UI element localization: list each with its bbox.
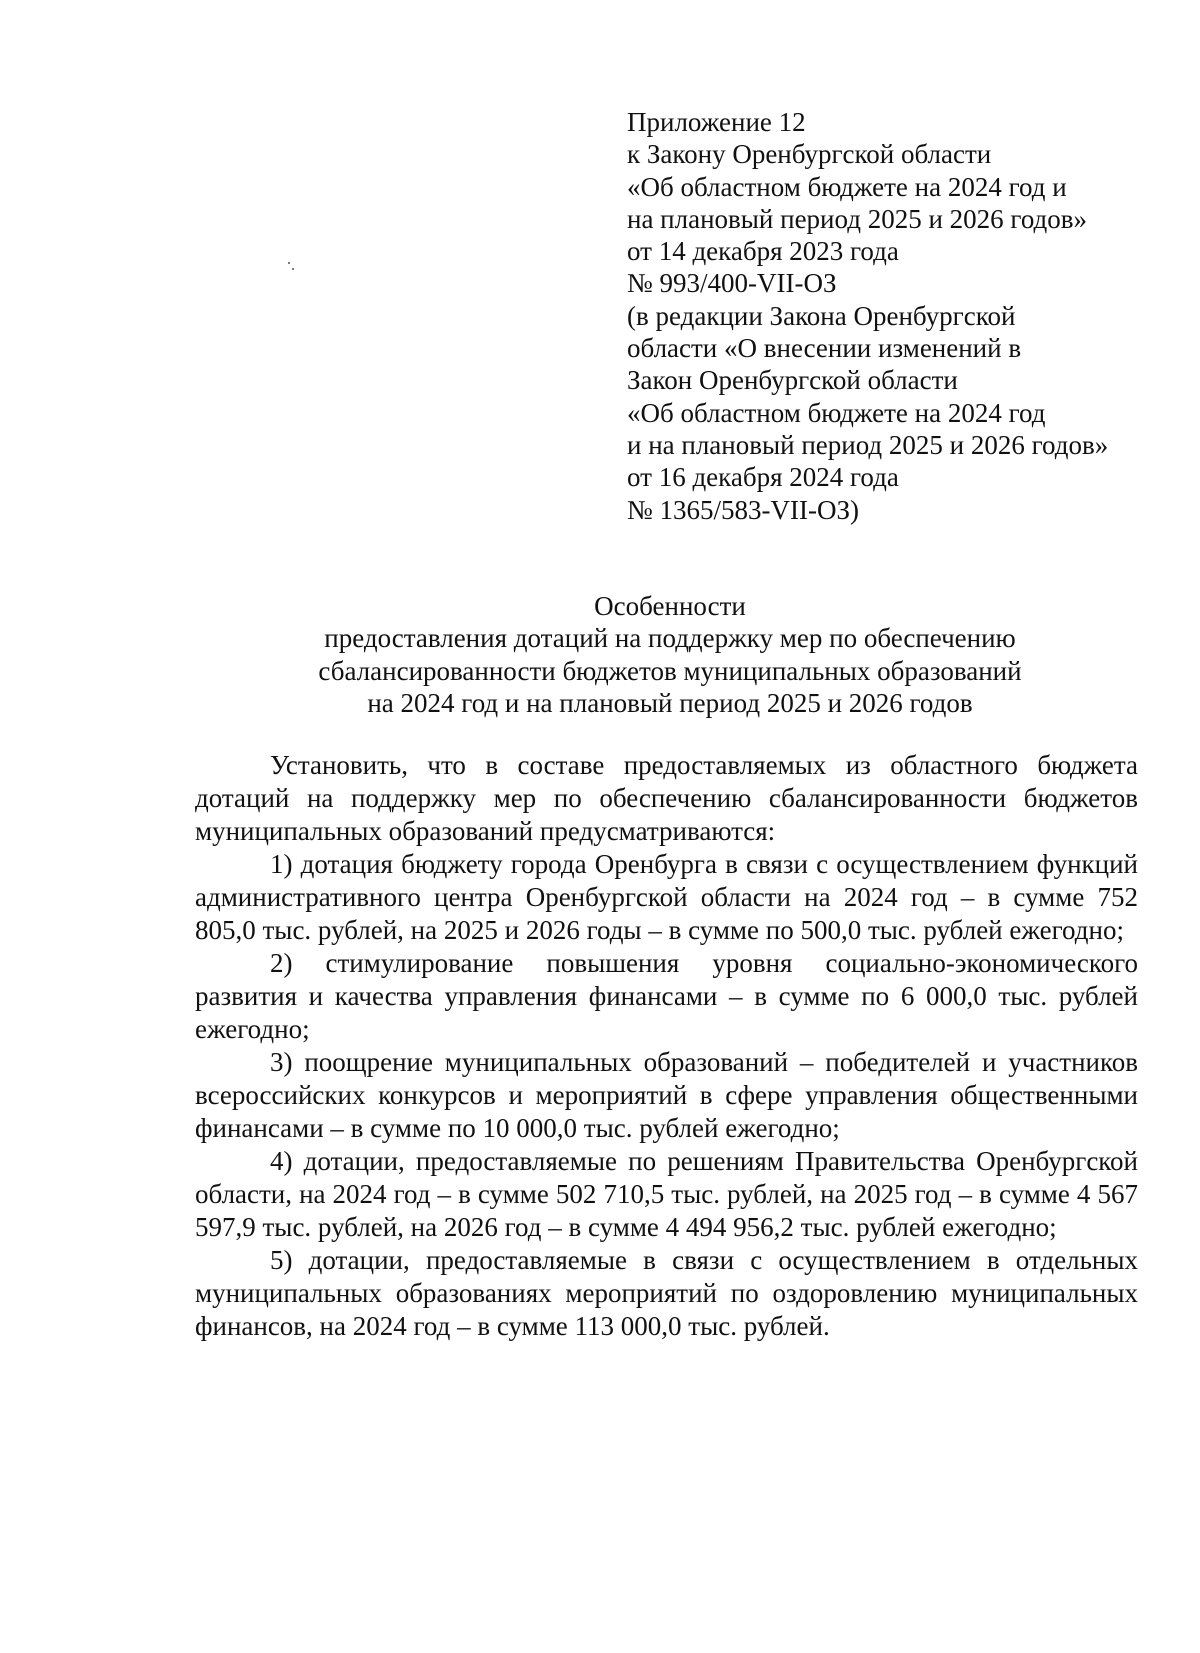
title-line: предоставления дотаций на поддержку мер по обеспечению xyxy=(324,623,1016,654)
body-paragraph-intro: Установить, что в составе предоставляемых из областного бюджета дотаций на поддержку мер по обеспечению сбалансированности бюджетов муниципальных образований предусматриваются: xyxy=(195,750,1138,846)
annex-line: на плановый период 2025 и 2026 годов» xyxy=(627,203,1088,234)
annex-line: к Закону Оренбургской области xyxy=(627,139,992,170)
scan-speck xyxy=(292,268,294,270)
annex-header xyxy=(627,106,1147,526)
annex-line: и на плановый период 2025 и 2026 годов» xyxy=(627,429,1109,460)
document-body xyxy=(195,749,1138,1343)
annex-line: от 16 декабря 2024 года xyxy=(627,462,899,493)
body-paragraph-item-4: 4) дотации, предоставляемые по решениям Правительства Оренбургской области, на 2024 год – в сумме 502 710,5 тыс. рублей, на 2025 год – в сумме 4 567 597,9 тыс. рублей, на 2026 год – в сумме 4 494 956,2 тыс. рублей ежегодно; xyxy=(195,1146,1138,1242)
annex-line: № 993/400-VII-ОЗ xyxy=(627,268,837,299)
annex-line: Приложение 12 xyxy=(627,107,806,137)
body-paragraph-item-3: 3) поощрение муниципальных образований – победителей и участников всероссийских конкурсов и мероприятий в сфере управления общественными финансами – в сумме по 10 000,0 тыс. рублей ежегодно; xyxy=(195,1047,1138,1143)
title-line: сбалансированности бюджетов муниципальных образований xyxy=(318,655,1022,686)
title-line: на 2024 год и на плановый период 2025 и 2026 годов xyxy=(367,687,973,718)
annex-line: № 1365/583-VII-ОЗ) xyxy=(627,494,859,525)
body-paragraph-item-1: 1) дотация бюджету города Оренбурга в связи с осуществлением функций административного центра Оренбургской области на 2024 год – в сумме 752 805,0 тыс. рублей, на 2025 и 2026 годы – в сумме по 500,0 тыс. рублей ежегодно; xyxy=(195,849,1138,945)
annex-line: «Об областном бюджете на 2024 год и xyxy=(627,171,1067,202)
title-line: Особенности xyxy=(594,591,746,621)
scan-speck xyxy=(288,262,290,264)
annex-line: области «О внесении изменений в xyxy=(627,333,1022,364)
annex-line: Закон Оренбургской области xyxy=(627,365,958,396)
body-paragraph-item-2: 2) стимулирование повышения уровня социально-экономического развития и качества управления финансами – в сумме по 6 000,0 тыс. рублей ежегодно; xyxy=(195,948,1138,1044)
document-title xyxy=(180,590,1160,719)
annex-line: «Об областном бюджете на 2024 год xyxy=(627,397,1046,428)
annex-line: от 14 декабря 2023 года xyxy=(627,236,899,267)
body-paragraph-item-5: 5) дотации, предоставляемые в связи с осуществлением в отдельных муниципальных образованиях мероприятий по оздоровлению муниципальных финансов, на 2024 год – в сумме 113 000,0 тыс. рублей. xyxy=(195,1245,1138,1341)
annex-line: (в редакции Закона Оренбургской xyxy=(627,300,1016,331)
